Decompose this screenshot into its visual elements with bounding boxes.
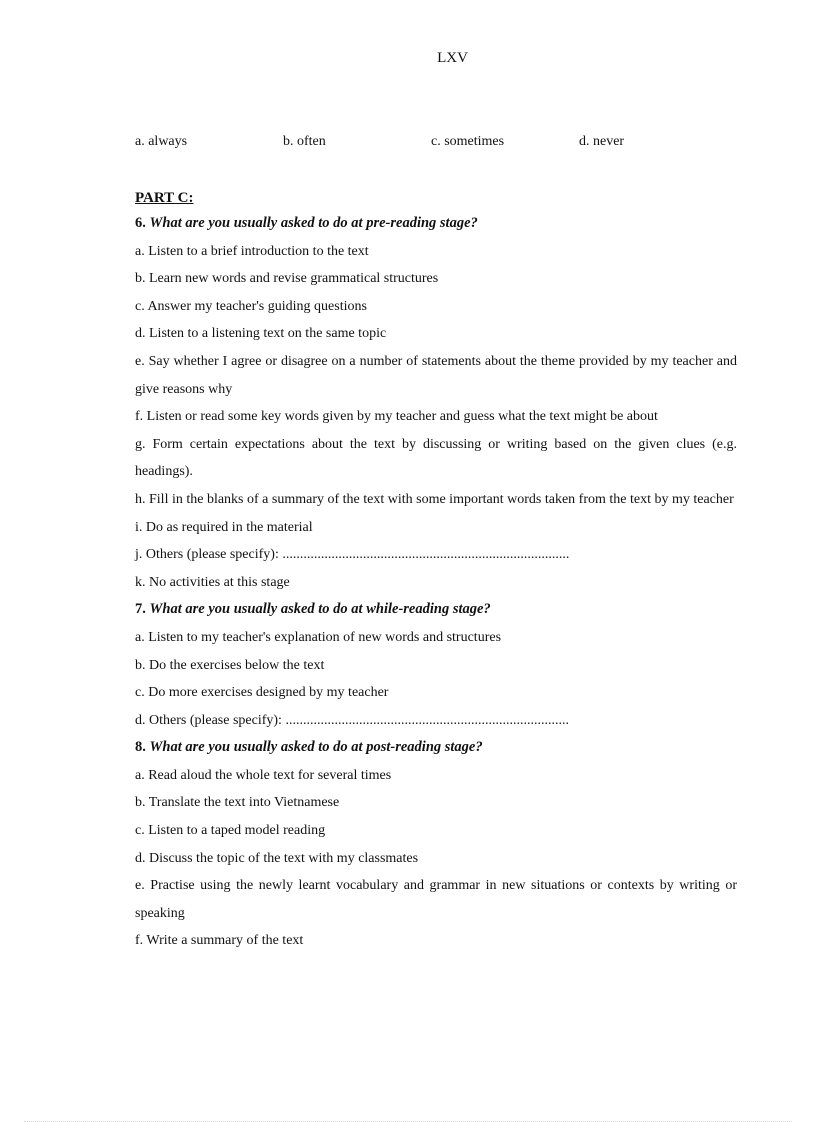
question-7 — [135, 596, 737, 734]
frequency-scale — [135, 134, 735, 154]
question-number: 8. — [135, 739, 146, 756]
scale-option-never: d. never — [579, 134, 625, 149]
scale-option-always: a. always — [135, 134, 188, 149]
option-item: c. Answer my teacher's guiding questions — [135, 298, 367, 314]
option-item: c. Listen to a taped model reading — [135, 823, 326, 839]
option-item: b. Translate the text into Vietnamese — [135, 795, 340, 811]
option-item: a. Read aloud the whole text for several times — [135, 767, 392, 783]
option-item: a. Listen to my teacher's explanation of new words and structures — [135, 629, 502, 645]
option-item: j. Others (please specify): .................................................................................. — [135, 547, 570, 563]
page-bottom-divider — [24, 1121, 792, 1122]
part-title: PART C: — [135, 190, 194, 206]
option-item: b. Do the exercises below the text — [135, 657, 325, 673]
option-item: k. No activities at this stage — [135, 574, 290, 590]
question-text: What are you usually asked to do at while-reading stage? — [149, 601, 491, 618]
option-item: i. Do as required in the material — [135, 519, 313, 535]
option-item: e. Practise using the newly learnt vocabulary and grammar in new situations or contexts by writing or speaking — [135, 878, 737, 921]
option-item: h. Fill in the blanks of a summary of the text with some important words taken from the text by my teacher — [135, 491, 734, 507]
option-item: b. Learn new words and revise grammatical structures — [135, 271, 439, 287]
option-item: f. Listen or read some key words given by my teacher and guess what the text might be about — [135, 409, 658, 425]
question-number: 6. — [135, 215, 146, 231]
option-item: d. Listen to a listening text on the same topic — [135, 326, 387, 342]
question-8 — [135, 734, 737, 955]
option-item: d. Discuss the topic of the text with my classmates — [135, 850, 419, 866]
page-number: LXV — [437, 50, 468, 66]
question-heading — [135, 210, 737, 238]
option-item: f. Write a summary of the text — [135, 933, 304, 949]
option-item: a. Listen to a brief introduction to the text — [135, 243, 369, 259]
question-text: What are you usually asked to do at pre-reading stage? — [149, 215, 478, 231]
option-item: c. Do more exercises designed by my teacher — [135, 685, 389, 701]
option-item: d. Others (please specify): ................................................................................. — [135, 712, 569, 728]
scale-option-sometimes: c. sometimes — [431, 134, 505, 149]
question-text: What are you usually asked to do at post-reading stage? — [149, 739, 483, 756]
option-item: e. Say whether I agree or disagree on a number of statements about the theme provided by my teacher and give reasons why — [135, 353, 737, 397]
questionnaire-body — [135, 186, 737, 955]
question-heading — [135, 734, 737, 762]
question-6 — [135, 210, 737, 596]
question-heading — [135, 596, 737, 624]
scale-option-often: b. often — [283, 134, 326, 149]
option-item: g. Form certain expectations about the text by discussing or writing based on the given clues (e.g. headings). — [135, 436, 737, 480]
question-number: 7. — [135, 601, 146, 618]
